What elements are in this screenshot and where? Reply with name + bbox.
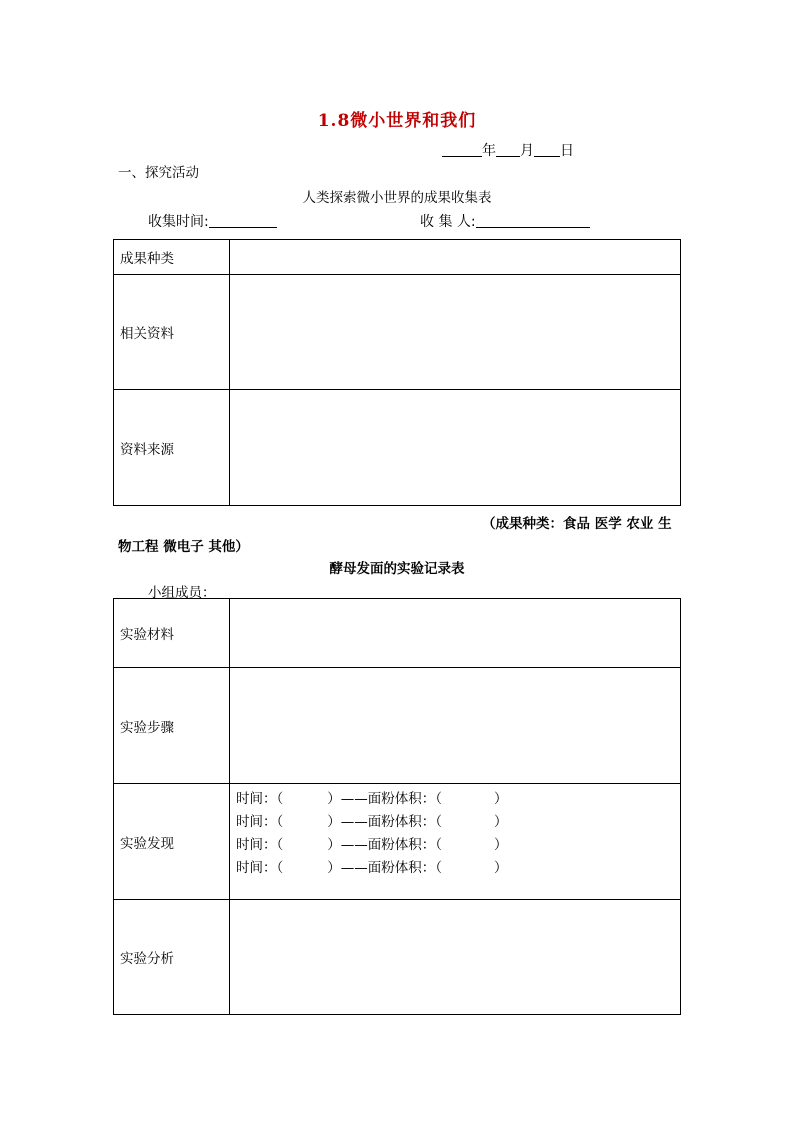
- category-note-line2: 物工程 微电子 其他）: [118, 539, 249, 555]
- table-row: [114, 900, 681, 1015]
- collector-label: 收 集 人:: [420, 214, 476, 230]
- experiment-table: [113, 598, 681, 1015]
- row-label: 成果种类: [114, 240, 230, 275]
- day-label: 日: [560, 143, 574, 159]
- month-blank[interactable]: [496, 142, 520, 157]
- observation-line: 时间：（ ）——面粉体积：（ ）: [236, 860, 508, 876]
- members-blank[interactable]: [216, 584, 328, 599]
- page-title: 1.8微小世界和我们: [317, 111, 477, 131]
- analysis-cell[interactable]: [230, 900, 681, 1015]
- row-label: 资料来源: [114, 390, 230, 506]
- year-blank[interactable]: [442, 142, 482, 157]
- findings-cell[interactable]: [230, 784, 681, 900]
- row-label: 实验分析: [114, 900, 230, 1015]
- date-line: [442, 140, 574, 160]
- collector: [420, 211, 590, 231]
- collect-time: [148, 211, 277, 231]
- table-row: [114, 390, 681, 506]
- table-row: [114, 275, 681, 390]
- section-heading: 一、探究活动: [118, 165, 199, 181]
- info-source-cell[interactable]: [230, 390, 681, 506]
- table1-caption: 人类探索微小世界的成果收集表: [302, 190, 492, 206]
- observation-line: 时间：（ ）——面粉体积：（ ）: [236, 791, 508, 807]
- table-row: [114, 240, 681, 275]
- table-row: [114, 784, 681, 900]
- table2-caption: 酵母发面的实验记录表: [329, 561, 465, 577]
- achievement-table: [113, 239, 681, 506]
- row-label: 实验发现: [114, 784, 230, 900]
- year-label: 年: [482, 143, 496, 159]
- observation-line: 时间：（ ）——面粉体积：（ ）: [236, 814, 508, 830]
- steps-cell[interactable]: [230, 668, 681, 784]
- row-label: 实验步骤: [114, 668, 230, 784]
- collect-time-label: 收集时间:: [148, 214, 209, 230]
- category-note-line1: （成果种类：食品 医学 农业 生: [482, 516, 672, 532]
- row-label: 实验材料: [114, 599, 230, 668]
- month-label: 月: [520, 143, 534, 159]
- day-blank[interactable]: [534, 142, 560, 157]
- collector-blank[interactable]: [476, 213, 590, 228]
- collect-time-blank[interactable]: [209, 213, 277, 228]
- table-row: [114, 668, 681, 784]
- observation-line: 时间：（ ）——面粉体积：（ ）: [236, 837, 508, 853]
- materials-cell[interactable]: [230, 599, 681, 668]
- table-row: [114, 599, 681, 668]
- members-label: 小组成员：: [148, 585, 216, 601]
- related-info-cell[interactable]: [230, 275, 681, 390]
- row-label: 相关资料: [114, 275, 230, 390]
- achievement-type-cell[interactable]: [230, 240, 681, 275]
